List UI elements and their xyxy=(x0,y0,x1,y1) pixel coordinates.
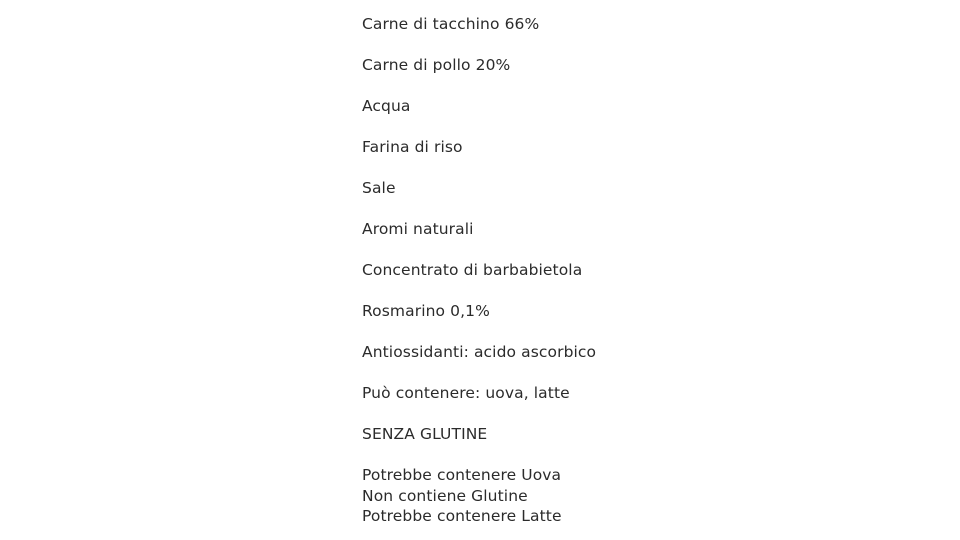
ingredient-item: Rosmarino 0,1% xyxy=(362,302,490,320)
ingredient-item: SENZA GLUTINE xyxy=(362,425,488,443)
ingredient-item: Aromi naturali xyxy=(362,220,474,238)
ingredients-list xyxy=(362,14,782,444)
ingredient-item: Antiossidanti: acido ascorbico xyxy=(362,343,597,361)
ingredient-item: Acqua xyxy=(362,97,411,115)
ingredient-item: Può contenere: uova, latte xyxy=(362,384,570,402)
ingredient-item: Farina di riso xyxy=(362,138,463,156)
ingredient-item: Carne di pollo 20% xyxy=(362,56,511,74)
allergen-info xyxy=(362,465,782,527)
ingredient-item: Sale xyxy=(362,179,396,197)
ingredient-item: Carne di tacchino 66% xyxy=(362,15,540,33)
ingredients-panel xyxy=(362,14,782,527)
allergen-line: Non contiene Glutine xyxy=(362,486,528,505)
allergen-line: Potrebbe contenere Latte xyxy=(362,507,562,525)
ingredient-item: Concentrato di barbabietola xyxy=(362,261,583,279)
allergen-line: Potrebbe contenere Uova xyxy=(362,466,562,484)
